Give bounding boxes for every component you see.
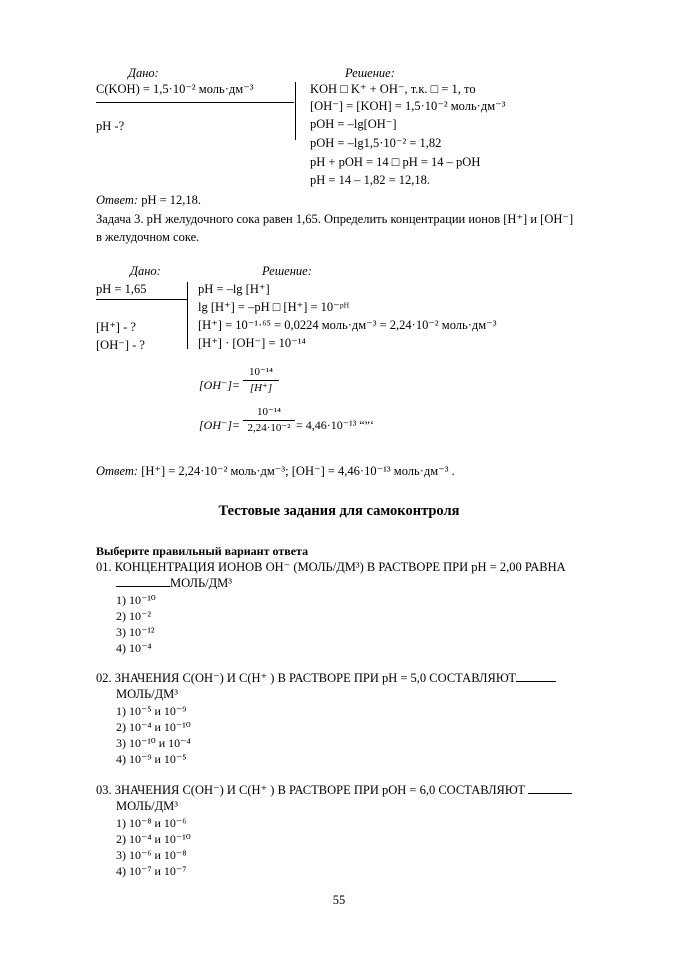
answer-blank [116,586,170,587]
fraction-numerator: 10⁻¹⁴ [257,406,281,418]
given-divider [96,299,187,300]
solution-step: KOH □ K⁺ + OH⁻, т.к. □ = 1, то [310,82,476,96]
instruction: Выберите правильный вариант ответа [96,544,309,558]
given-value: pH = 1,65 [96,282,147,296]
solution-step: pH = –lg [H⁺] [198,282,270,296]
option-4: 4) 10⁻⁹ и 10⁻⁵ [116,752,187,766]
answer-blank [528,793,572,794]
solution-step: [H⁺] · [OH⁻] = 10⁻¹⁴ [198,336,306,350]
question-line: 03. ЗНАЧЕНИЯ C(OH⁻) И C(H⁺ ) В РАСТВОРЕ ПРИ pOH = 6,0 СОСТАВЛЯЮТ [96,783,526,797]
answer-value: pH = 12,18. [141,193,202,207]
fraction-denominator: [H⁺] [249,382,273,394]
option-1: 1) 10⁻⁵ и 10⁻⁹ [116,704,187,718]
fraction-bar [243,380,279,381]
option-2: 2) 10⁻⁴ и 10⁻¹⁰ [116,720,191,734]
fraction-bar [243,420,295,421]
option-4: 4) 10⁻⁴ [116,641,152,655]
question-units: МОЛЬ/ДМ³ [116,687,179,701]
solution-step: [OH⁻] = [KOH] = 1,5·10⁻² моль·дм⁻³ [310,99,506,113]
option-1: 1) 10⁻⁸ и 10⁻⁶ [116,816,187,830]
problem-statement: Задача 3. pH желудочного сока равен 1,65. Определить концентрации ионов [H⁺] и [OH⁻] [96,212,574,226]
option-2: 2) 10⁻² [116,609,151,623]
option-3: 3) 10⁻⁶ и 10⁻⁸ [116,848,187,862]
formula-lhs: [OH⁻]= [199,418,241,432]
solution-step: pOH = –lg1,5·10⁻² = 1,82 [310,136,442,150]
problem-statement: в желудочном соке. [96,230,200,244]
fraction-numerator: 10⁻¹⁴ [249,366,273,378]
answer-blank [516,681,556,682]
question-units [116,576,232,591]
solution-label: Решение: [345,66,395,80]
solution-step: pH + pOH = 14 □ pH = 14 – pOH [310,155,481,169]
fraction-denominator: 2,24·10⁻² [247,422,291,434]
solution-label: Решение: [262,264,312,278]
given-label: Дано: [128,66,159,80]
given-divider [96,102,294,103]
answer-label: Ответ: [96,464,139,478]
option-3: 3) 10⁻¹² [116,625,155,639]
find-value: pH -? [96,119,125,133]
solution-step: pH = 14 – 1,82 = 12,18. [310,173,431,187]
option-1: 1) 10⁻¹⁰ [116,593,156,607]
formula-fraction [243,406,295,435]
question-line: 02. ЗНАЧЕНИЯ C(OH⁻) И C(H⁺ ) В РАСТВОРЕ ПРИ pH = 5,0 СОСТАВЛЯЮТ [96,671,517,685]
formula-lhs: [OH⁻]= [199,378,241,392]
option-2: 2) 10⁻⁴ и 10⁻¹⁰ [116,832,191,846]
find-value: [OH⁻] - ? [96,338,145,352]
section-title: Тестовые задания для самоконтроля [218,503,460,519]
solution-step: [H⁺] = 10⁻¹·⁶⁵ = 0,0224 моль·дм⁻³ = 2,24·10⁻² моль·дм⁻³ [198,318,497,332]
formula-fraction [243,366,279,395]
question-units: МОЛЬ/ДМ³ [116,799,179,813]
given-label: Дано: [130,264,161,278]
solution-divider [295,82,296,140]
formula-result: = 4,46·10⁻¹³ “”‘ [296,418,374,432]
option-4: 4) 10⁻⁷ и 10⁻⁷ [116,864,187,878]
answer-line [96,464,455,479]
answer-line [96,193,201,208]
question-text [96,783,572,798]
solution-divider [187,282,188,349]
option-3: 3) 10⁻¹⁰ и 10⁻⁴ [116,736,191,750]
question-text [96,671,556,686]
solution-step: pOH = –lg[OH⁻] [310,117,397,131]
given-value: C(KOH) = 1,5·10⁻² моль·дм⁻³ [96,82,254,96]
question-text: 01. КОНЦЕНТРАЦИЯ ИОНОВ OH⁻ (МОЛЬ/ДМ³) В РАСТВОРЕ ПРИ pH = 2,00 РАВНА [96,560,566,574]
find-value: [H⁺] - ? [96,320,136,334]
solution-step: lg [H⁺] = –pH □ [H⁺] = 10⁻ᵖᴴ [198,300,350,314]
answer-label: Ответ: [96,193,139,207]
units: МОЛЬ/ДМ³ [170,576,233,590]
answer-value: [H⁺] = 2,24·10⁻² моль·дм⁻³; [OH⁻] = 4,46·10⁻¹³ моль·дм⁻³ . [141,464,455,478]
page-number: 55 [332,893,346,907]
